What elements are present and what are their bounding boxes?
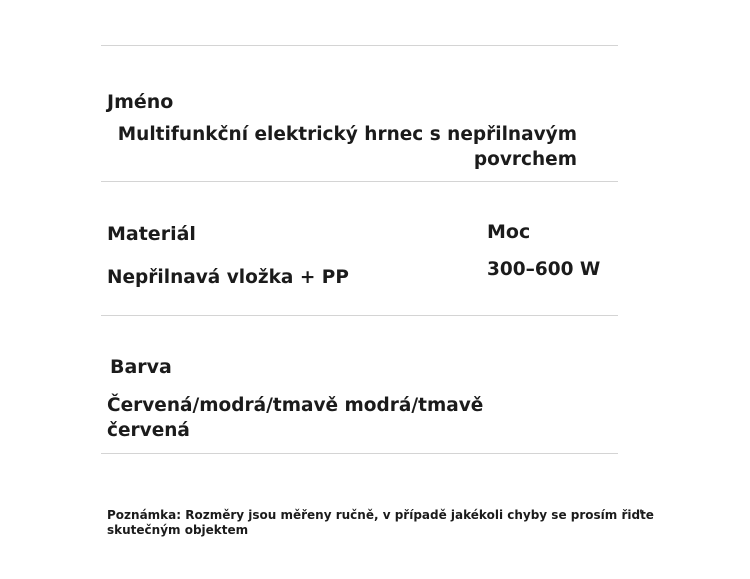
name-value-line1: Multifunkční elektrický hrnec s nepřilnavým (117, 124, 577, 145)
divider-top (101, 45, 618, 46)
divider-after-material (101, 315, 618, 316)
color-label: Barva (110, 356, 172, 378)
power-label: Moc (487, 221, 531, 243)
divider-after-name (101, 181, 618, 182)
name-value (105, 122, 577, 172)
divider-after-color (101, 453, 618, 454)
color-value: Červená/modrá/tmavě modrá/tmavě červená (107, 395, 484, 441)
material-value: Nepřilnavá vložka + PP (107, 267, 349, 288)
name-value-line2: povrchem (473, 149, 577, 170)
material-label: Materiál (107, 223, 196, 245)
name-label: Jméno (107, 91, 174, 113)
power-value: 300–600 W (487, 259, 601, 280)
measurement-note: Poznámka: Rozměry jsou měřeny ručně, v případě jakékoli chyby se prosím řiďte skutečným objektem (107, 508, 654, 537)
